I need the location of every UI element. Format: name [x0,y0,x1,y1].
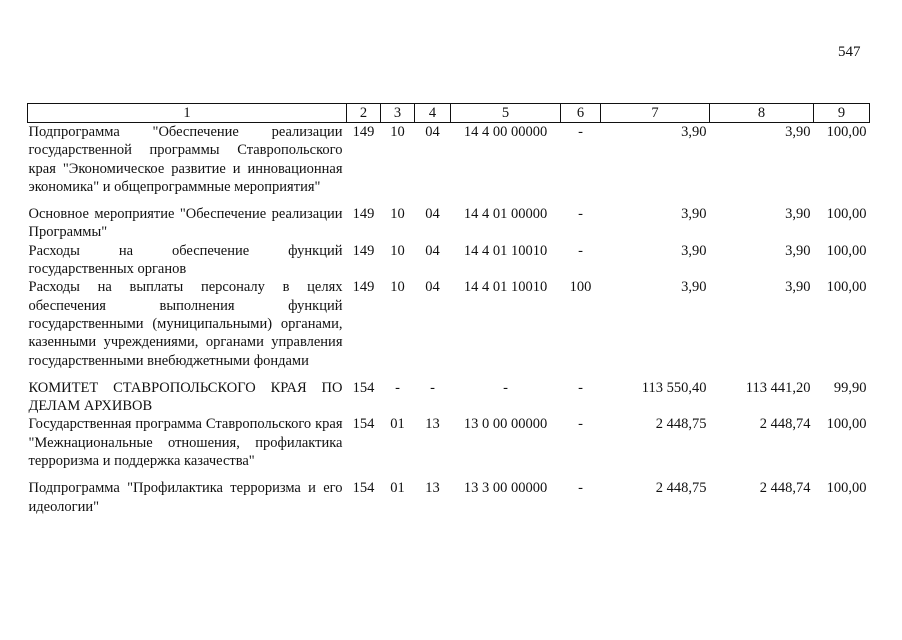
row-section: 10 [390,124,405,140]
row-plan: 113 550,40 [641,379,707,396]
page-number: 547 [838,44,861,60]
row-subsection: 04 [425,279,440,296]
row-plan: 3,90 [681,279,707,296]
row-section: 10 [390,206,405,223]
header-cell-section: 3 [381,104,415,123]
row-ministry: 149 [352,242,375,259]
row-plan: 3,90 [681,206,707,223]
header-cell-target: 5 [451,104,561,123]
row-expense-type: - [578,242,583,259]
row-name: Расходы на обеспечение функций государственных органов [28,242,343,278]
row-target: 14 4 00 00000 [463,124,548,140]
row-name: Основное мероприятие "Обеспечение реализации Программы" [28,206,343,241]
header-cell-executed: 8 [710,104,814,123]
row-section: 10 [390,242,405,259]
row-executed: 2 448,74 [759,480,811,497]
row-plan: 2 448,75 [655,416,707,433]
row-expense-type: - [578,379,583,396]
row-subsection: 04 [425,124,440,140]
row-target: 13 0 00 00000 [463,416,548,433]
row-percent: 100,00 [826,206,867,223]
row-target: - [503,379,508,396]
row-ministry: 154 [352,480,375,497]
row-executed: 3,90 [785,124,811,140]
row-executed: 2 448,74 [759,416,811,433]
row-subsection: 13 [425,416,440,433]
row-percent: 100,00 [826,279,867,296]
table-header [28,104,870,123]
row-plan: 3,90 [681,124,707,140]
row-target: 13 3 00 00000 [463,480,548,497]
row-name: Расходы на выплаты персоналу в целях обеспечения выполнения функций государственными (муниципальными) органами, казенными учреждениями, органами управления государственными внебюджетными фондами [28,279,343,369]
row-section: 01 [390,416,405,433]
table-row [28,123,870,206]
table-row [28,205,870,242]
row-expense-type: 100 [569,279,592,296]
row-section: 10 [390,279,405,296]
row-executed: 3,90 [785,206,811,223]
row-ministry: 149 [352,124,375,140]
row-percent: 100,00 [826,242,867,259]
row-subsection: - [430,379,435,396]
row-ministry: 149 [352,206,375,223]
row-ministry: 154 [352,379,375,396]
row-subsection: 04 [425,206,440,223]
row-executed: 113 441,20 [745,379,811,396]
row-section: 01 [390,480,405,497]
row-executed: 3,90 [785,279,811,296]
row-percent: 99,90 [833,379,867,396]
row-percent: 100,00 [826,480,867,497]
header-cell-subsection: 4 [415,104,451,123]
table-row [28,242,870,279]
header-cell-plan: 7 [601,104,710,123]
row-subsection: 13 [425,480,440,497]
row-percent: 100,00 [826,124,867,140]
row-name: Подпрограмма "Профилактика терроризма и его идеологии" [28,480,343,515]
table-row [28,415,870,479]
row-target: 14 4 01 10010 [463,279,548,296]
table-row [28,278,870,378]
row-target: 14 4 01 10010 [463,242,548,259]
row-name: Государственная программа Ставропольского края "Межнациональные отношения, профилактика терроризма и поддержка казачества" [28,416,343,470]
row-expense-type: - [578,416,583,433]
row-ministry: 149 [352,279,375,296]
row-name: Подпрограмма "Обеспечение реализации государственной программы Ставропольского края "Экономическое развитие и инновационная экономика" и общепрограммные мероприятия" [28,124,343,195]
row-plan: 3,90 [681,242,707,259]
row-expense-type: - [578,480,583,497]
header-cell-ministry: 2 [347,104,381,123]
header-cell-expense-type: 6 [561,104,601,123]
row-expense-type: - [578,206,583,223]
row-percent: 100,00 [826,416,867,433]
row-expense-type: - [578,124,583,140]
header-cell-percent: 9 [814,104,870,123]
row-subsection: 04 [425,242,440,259]
row-target: 14 4 01 00000 [463,206,548,223]
table-row [28,479,870,516]
table-row [28,379,870,416]
row-plan: 2 448,75 [655,480,707,497]
row-executed: 3,90 [785,242,811,259]
row-section: - [395,379,400,396]
row-name: КОМИТЕТ СТАВРОПОЛЬСКОГО КРАЯ ПО ДЕЛАМ АРХИВОВ [28,379,343,415]
row-ministry: 154 [352,416,375,433]
header-cell-name: 1 [28,104,347,123]
budget-table [27,103,870,516]
